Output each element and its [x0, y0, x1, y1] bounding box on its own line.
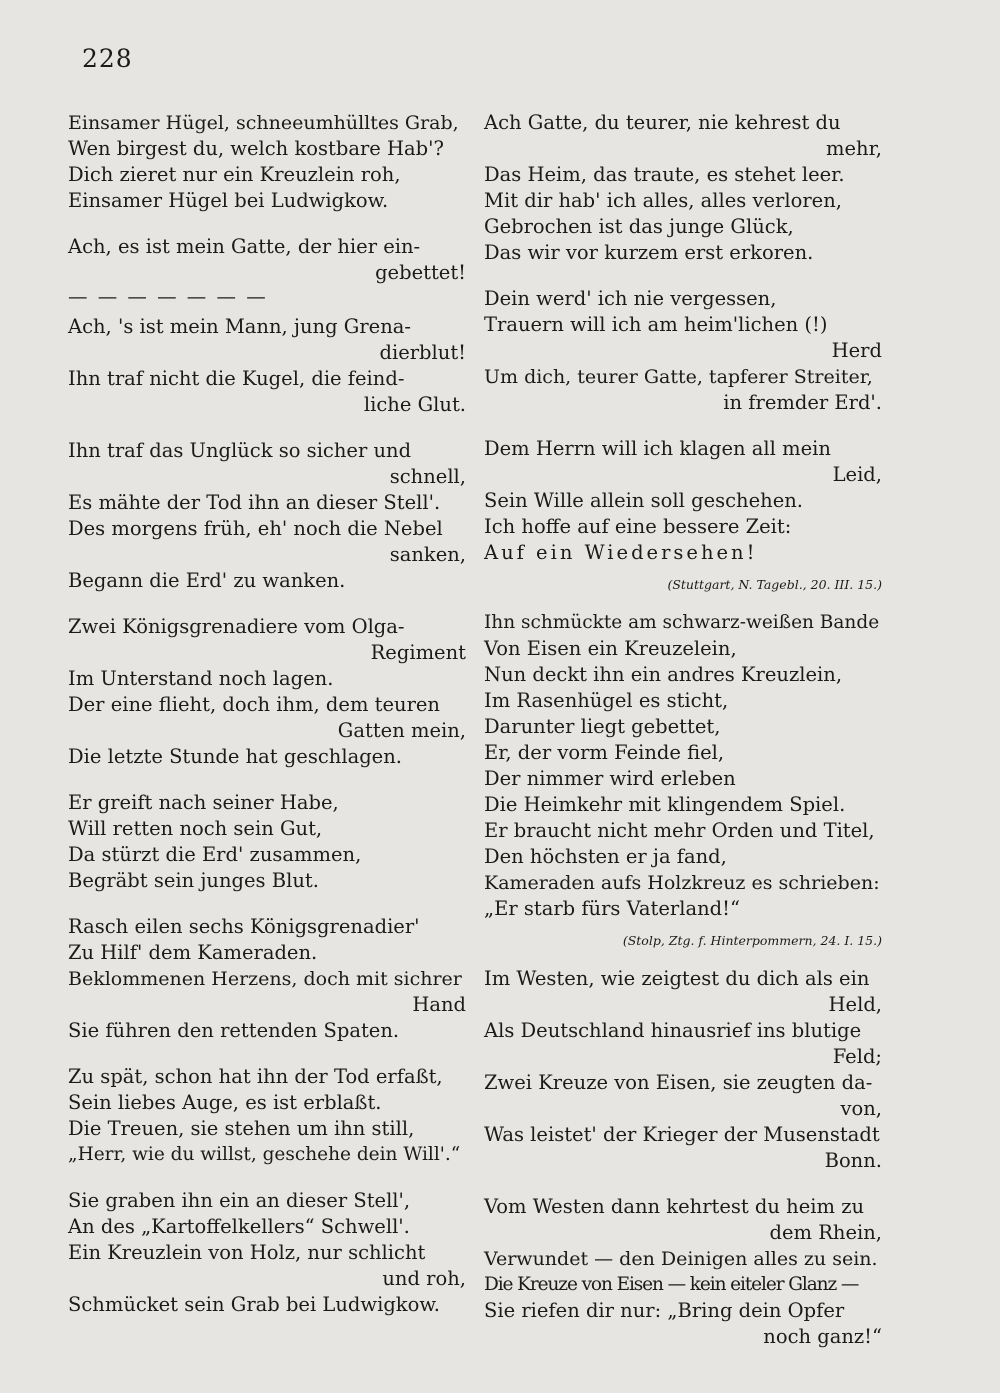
- verse-line: Die Kreuze von Eisen — kein eiteler Glanz —: [484, 1274, 859, 1295]
- verse-line: Da stürzt die Erd' zusammen,: [68, 843, 362, 866]
- stanza: [68, 314, 466, 418]
- verse-line-continuation: Gatten mein,: [337, 719, 466, 742]
- verse-line: „Herr, wie du willst, geschehe dein Will'.“: [68, 1144, 461, 1165]
- verse-line-continuation: liche Glut.: [363, 393, 466, 416]
- verse-line: Was leistet' der Krieger der Musenstadt: [484, 1123, 880, 1146]
- verse-line-continuation: von,: [840, 1097, 882, 1120]
- verse-line: Im Unterstand noch lagen.: [68, 667, 334, 690]
- verse-line: Den höchsten er ja fand,: [484, 845, 727, 868]
- verse-line: Sie riefen dir nur: „Bring dein Opfer: [484, 1299, 845, 1322]
- verse-line: Im Rasenhügel es sticht,: [484, 689, 729, 712]
- verse-line-continuation: Bonn.: [824, 1149, 882, 1172]
- verse-line-continuation: sanken,: [389, 543, 466, 566]
- verse-line: Schmücket sein Grab bei Ludwigkow.: [68, 1293, 440, 1316]
- source-citation: (Stolp, Ztg. f. Hinterpommern, 24. I. 15.): [622, 933, 882, 948]
- verse-line: Dem Herrn will ich klagen all mein: [484, 437, 831, 460]
- verse-line: Gebrochen ist das junge Glück,: [484, 215, 794, 238]
- verse-line: Ihn traf das Unglück so sicher und: [68, 439, 412, 462]
- verse-line: Ein Kreuzlein von Holz, nur schlicht: [68, 1241, 426, 1264]
- verse-line-continuation: mehr,: [826, 137, 882, 160]
- verse-line: Ich hoffe auf eine bessere Zeit:: [484, 515, 792, 538]
- verse-line: Im Westen, wie zeigtest du dich als ein: [484, 967, 870, 990]
- verse-line: Die Heimkehr mit klingendem Spiel.: [484, 793, 846, 816]
- verse-line: Das wir vor kurzem erst erkoren.: [484, 241, 814, 264]
- verse-line-continuation: Hand: [412, 993, 466, 1016]
- stanza: [68, 1188, 466, 1318]
- verse-line-continuation: gebettet!: [375, 261, 466, 284]
- verse-line: An des „Kartoffelkellers“ Schwell'.: [68, 1215, 410, 1238]
- verse-line-continuation: Held,: [828, 993, 882, 1016]
- verse-line: Es mähte der Tod ihn an dieser Stell'.: [68, 491, 441, 514]
- source-citation: (Stuttgart, N. Tagebl., 20. III. 15.): [667, 577, 882, 592]
- verse-line: Zwei Kreuze von Eisen, sie zeugten da-: [484, 1071, 873, 1094]
- verse-line: Der eine flieht, doch ihm, dem teuren: [68, 693, 440, 716]
- verse-line: Zu spät, schon hat ihn der Tod erfaßt,: [68, 1065, 443, 1088]
- verse-line-continuation: Feld;: [832, 1045, 882, 1068]
- verse-line-continuation: dem Rhein,: [769, 1221, 882, 1244]
- verse-line-continuation: Herd: [831, 339, 882, 362]
- verse-line: Ihn schmückte am schwarz-weißen Bande: [484, 612, 880, 633]
- verse-line: Die Treuen, sie stehen um ihn still,: [68, 1117, 415, 1140]
- verse-line: Der nimmer wird erleben: [484, 767, 736, 790]
- verse-line: Er greift nach seiner Habe,: [68, 791, 339, 814]
- verse-line: Er braucht nicht mehr Orden und Titel,: [484, 819, 875, 842]
- stanza: [484, 1194, 882, 1350]
- verse-line: Die letzte Stunde hat geschlagen.: [68, 745, 402, 768]
- verse-line: Einsamer Hügel, schneeumhülltes Grab,: [68, 112, 459, 134]
- verse-line: Vom Westen dann kehrtest du heim zu: [484, 1195, 865, 1218]
- stanza: [68, 914, 466, 1044]
- stanza: [484, 966, 882, 1174]
- verse-line-continuation: noch ganz!“: [763, 1325, 882, 1348]
- verse-line: Begräbt sein junges Blut.: [68, 869, 319, 892]
- verse-line: Rasch eilen sechs Königsgrenadier': [68, 915, 420, 938]
- verse-line: Um dich, teurer Gatte, tapferer Streiter,: [484, 366, 873, 388]
- verse-line: Des morgens früh, eh' noch die Nebel: [68, 517, 443, 540]
- verse-line: Verwundet — den Deinigen alles zu sein.: [484, 1248, 878, 1270]
- verse-line: Ach, es ist mein Gatte, der hier ein-: [68, 235, 421, 258]
- verse-line: Auf ein Wiedersehen!: [484, 541, 758, 564]
- stanza: [68, 234, 466, 286]
- verse-line: Beklommenen Herzens, doch mit sichrer: [68, 968, 462, 990]
- page-number: 228: [82, 44, 133, 73]
- verse-line: Nun deckt ihn ein andres Kreuzlein,: [484, 663, 843, 686]
- verse-line: Sie führen den rettenden Spaten.: [68, 1019, 400, 1042]
- verse-line: Einsamer Hügel bei Ludwigkow.: [68, 189, 389, 212]
- right-column: [484, 110, 882, 1370]
- verse-line: Dich zieret nur ein Kreuzlein roh,: [68, 163, 401, 186]
- verse-line-continuation: Regiment: [370, 641, 466, 664]
- verse-line: Zwei Königsgrenadiere vom Olga-: [68, 615, 405, 638]
- verse-line-continuation: in fremder Erd'.: [723, 391, 882, 414]
- verse-line: Er, der vorm Feinde fiel,: [484, 741, 725, 764]
- stanza: [484, 610, 882, 922]
- stanza: [68, 790, 466, 894]
- stanza: [68, 1064, 466, 1168]
- verse-line-continuation: und roh,: [382, 1267, 466, 1290]
- stanza: [68, 438, 466, 594]
- verse-line: Wen birgest du, welch kostbare Hab'?: [68, 137, 444, 160]
- verse-line: „Er starb fürs Vaterland!“: [484, 897, 740, 920]
- stanza: [68, 614, 466, 770]
- verse-line: Zu Hilf' dem Kameraden.: [68, 941, 318, 964]
- verse-line: Ach, 's ist mein Mann, jung Grena-: [68, 315, 411, 338]
- verse-line: Als Deutschland hinausrief ins blutige: [484, 1019, 862, 1042]
- verse-line: Sein Wille allein soll geschehen.: [484, 489, 803, 512]
- verse-line: Ihn traf nicht die Kugel, die feind-: [68, 367, 405, 390]
- stanza: [484, 436, 882, 566]
- verse-line: Mit dir hab' ich alles, alles verloren,: [484, 189, 842, 212]
- verse-line: Darunter liegt gebettet,: [484, 715, 721, 738]
- verse-line: Von Eisen ein Kreuzelein,: [484, 637, 737, 660]
- verse-line: Will retten noch sein Gut,: [68, 817, 323, 840]
- stanza: [484, 110, 882, 266]
- stanza: [484, 286, 882, 416]
- verse-line: Ach Gatte, du teurer, nie kehrest du: [484, 111, 841, 134]
- verse-line: Das Heim, das traute, es stehet leer.: [484, 163, 845, 186]
- stanza: [68, 110, 466, 214]
- verse-line-continuation: dierblut!: [379, 341, 466, 364]
- verse-line: Begann die Erd' zu wanken.: [68, 569, 346, 592]
- verse-line-continuation: Leid,: [832, 463, 882, 486]
- verse-line: Dein werd' ich nie vergessen,: [484, 287, 777, 310]
- verse-line: Kameraden aufs Holzkreuz es schrieben:: [484, 872, 880, 894]
- verse-line-continuation: schnell,: [389, 465, 466, 488]
- dash-separator: — — — — — — —: [68, 285, 268, 308]
- verse-line: Sein liebes Auge, es ist erblaßt.: [68, 1091, 382, 1114]
- verse-line: Trauern will ich am heim'lichen (!): [484, 313, 828, 336]
- verse-line: Sie graben ihn ein an dieser Stell',: [68, 1189, 411, 1212]
- left-column: [68, 110, 466, 1338]
